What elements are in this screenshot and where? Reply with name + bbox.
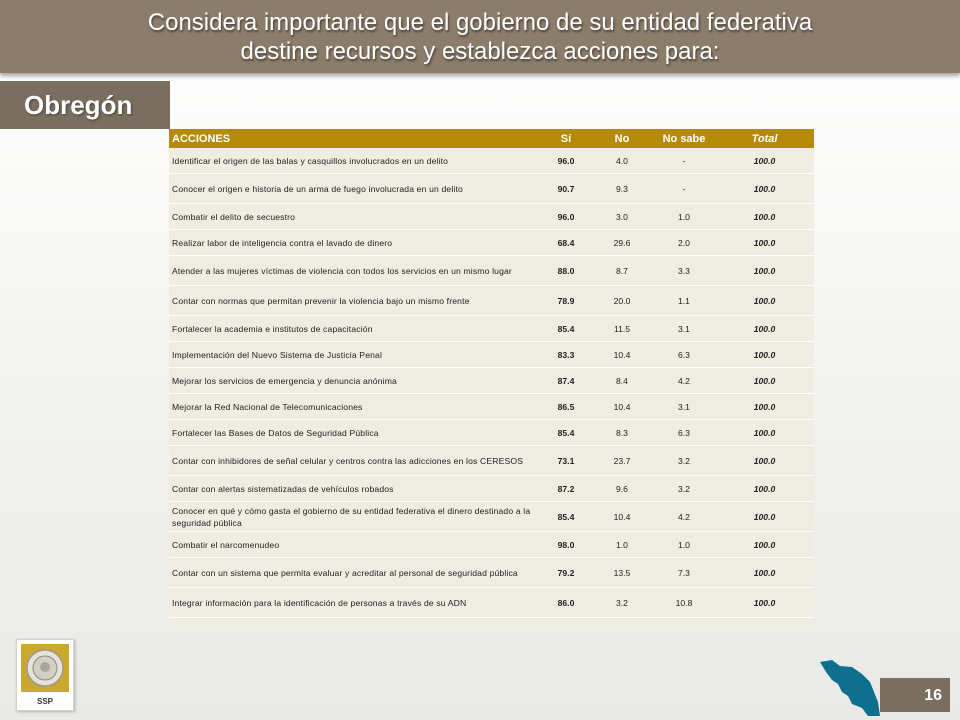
table-row — [169, 316, 814, 342]
results-table — [169, 129, 814, 618]
table-row — [169, 476, 814, 502]
cell-no: 3.2 — [591, 588, 653, 618]
cell-no: 13.5 — [591, 558, 653, 588]
cell-si: 96.0 — [541, 148, 591, 174]
cell-total: 100.0 — [715, 394, 814, 420]
cell-accion: Fortalecer la academia e institutos de capacitación — [169, 316, 541, 342]
table-row — [169, 588, 814, 618]
table-row — [169, 446, 814, 476]
cell-si: 79.2 — [541, 558, 591, 588]
cell-accion: Contar con un sistema que permita evaluar y acreditar al personal de seguridad pública — [169, 558, 541, 588]
cell-no-sabe: 3.2 — [653, 476, 715, 502]
cell-total: 100.0 — [715, 446, 814, 476]
cell-si: 90.7 — [541, 174, 591, 204]
cell-accion: Conocer en qué y cómo gasta el gobierno de su entidad federativa el dinero destinado a la seguridad pública — [169, 502, 541, 532]
region-label: Obregón — [0, 81, 170, 129]
page-number-box — [880, 678, 950, 712]
cell-no: 10.4 — [591, 502, 653, 532]
cell-total: 100.0 — [715, 148, 814, 174]
cell-no-sabe: - — [653, 174, 715, 204]
table-row — [169, 368, 814, 394]
cell-no-sabe: 6.3 — [653, 420, 715, 446]
cell-no: 10.4 — [591, 394, 653, 420]
cell-accion: Contar con normas que permitan prevenir la violencia bajo un mismo frente — [169, 286, 541, 316]
header-total: Total — [715, 129, 814, 148]
cell-no-sabe: 1.0 — [653, 532, 715, 558]
cell-si: 86.5 — [541, 394, 591, 420]
cell-accion: Identificar el origen de las balas y casquillos involucrados en un delito — [169, 148, 541, 174]
table-row — [169, 230, 814, 256]
cell-accion: Conocer el origen e historia de un arma de fuego involucrada en un delito — [169, 174, 541, 204]
table-row — [169, 420, 814, 446]
page-number: 16 — [924, 687, 942, 704]
cell-si: 88.0 — [541, 256, 591, 286]
cell-si: 73.1 — [541, 446, 591, 476]
cell-si: 87.4 — [541, 368, 591, 394]
cell-accion: Mejorar los servicios de emergencia y denuncia anónima — [169, 368, 541, 394]
cell-si: 78.9 — [541, 286, 591, 316]
cell-total: 100.0 — [715, 420, 814, 446]
cell-total: 100.0 — [715, 204, 814, 230]
cell-total: 100.0 — [715, 342, 814, 368]
cell-total: 100.0 — [715, 286, 814, 316]
table-row — [169, 204, 814, 230]
cell-total: 100.0 — [715, 256, 814, 286]
cell-si: 85.4 — [541, 502, 591, 532]
results-table-container — [169, 129, 814, 627]
cell-accion: Contar con alertas sistematizadas de vehículos robados — [169, 476, 541, 502]
cell-no: 8.4 — [591, 368, 653, 394]
table-row — [169, 256, 814, 286]
cell-si: 86.0 — [541, 588, 591, 618]
cell-accion: Contar con inhibidores de señal celular y centros contra las adicciones en los CERESOS — [169, 446, 541, 476]
seal-icon — [21, 644, 69, 692]
header-no: No — [591, 129, 653, 148]
cell-no-sabe: 3.1 — [653, 316, 715, 342]
cell-no-sabe: 2.0 — [653, 230, 715, 256]
table-row — [169, 532, 814, 558]
cell-no-sabe: - — [653, 148, 715, 174]
cell-no-sabe: 3.1 — [653, 394, 715, 420]
table-row — [169, 502, 814, 532]
table-header-row — [169, 129, 814, 148]
cell-no-sabe: 3.2 — [653, 446, 715, 476]
cell-no: 20.0 — [591, 286, 653, 316]
cell-no: 8.3 — [591, 420, 653, 446]
cell-accion: Combatir el narcomenudeo — [169, 532, 541, 558]
cell-no: 4.0 — [591, 148, 653, 174]
cell-si: 85.4 — [541, 420, 591, 446]
cell-accion: Realizar labor de inteligencia contra el lavado de dinero — [169, 230, 541, 256]
slide-title-line-2: destine recursos y establezca acciones para: — [240, 37, 720, 65]
cell-no: 10.4 — [591, 342, 653, 368]
ssp-logo — [16, 639, 74, 711]
cell-si: 83.3 — [541, 342, 591, 368]
cell-no-sabe: 6.3 — [653, 342, 715, 368]
table-row — [169, 394, 814, 420]
cell-total: 100.0 — [715, 502, 814, 532]
slide-header — [0, 0, 960, 73]
cell-si: 96.0 — [541, 204, 591, 230]
cell-accion: Atender a las mujeres víctimas de violencia con todos los servicios en un mismo lugar — [169, 256, 541, 286]
cell-total: 100.0 — [715, 368, 814, 394]
cell-no: 9.3 — [591, 174, 653, 204]
cell-accion: Implementación del Nuevo Sistema de Justicia Penal — [169, 342, 541, 368]
cell-no-sabe: 1.1 — [653, 286, 715, 316]
cell-total: 100.0 — [715, 476, 814, 502]
table-body — [169, 148, 814, 618]
cell-no-sabe: 10.8 — [653, 588, 715, 618]
table-row — [169, 148, 814, 174]
header-si: Sí — [541, 129, 591, 148]
table-row — [169, 558, 814, 588]
cell-no: 3.0 — [591, 204, 653, 230]
table-row — [169, 286, 814, 316]
cell-no-sabe: 1.0 — [653, 204, 715, 230]
cell-total: 100.0 — [715, 558, 814, 588]
cell-no: 11.5 — [591, 316, 653, 342]
cell-no: 8.7 — [591, 256, 653, 286]
cell-total: 100.0 — [715, 588, 814, 618]
cell-no: 9.6 — [591, 476, 653, 502]
cell-si: 87.2 — [541, 476, 591, 502]
cell-no-sabe: 4.2 — [653, 368, 715, 394]
cell-no-sabe: 4.2 — [653, 502, 715, 532]
cell-total: 100.0 — [715, 174, 814, 204]
cell-accion: Combatir el delito de secuestro — [169, 204, 541, 230]
cell-accion: Fortalecer las Bases de Datos de Seguridad Pública — [169, 420, 541, 446]
cell-no-sabe: 7.3 — [653, 558, 715, 588]
cell-no: 1.0 — [591, 532, 653, 558]
header-no-sabe: No sabe — [653, 129, 715, 148]
cell-si: 98.0 — [541, 532, 591, 558]
cell-accion: Integrar información para la identificación de personas a través de su ADN — [169, 588, 541, 618]
slide-title-line-1: Considera importante que el gobierno de su entidad federativa — [147, 8, 813, 36]
cell-no-sabe: 3.3 — [653, 256, 715, 286]
cell-no: 23.7 — [591, 446, 653, 476]
state-map-icon — [818, 658, 888, 718]
cell-si: 85.4 — [541, 316, 591, 342]
table-row — [169, 342, 814, 368]
cell-no: 29.6 — [591, 230, 653, 256]
cell-si: 68.4 — [541, 230, 591, 256]
cell-accion: Mejorar la Red Nacional de Telecomunicaciones — [169, 394, 541, 420]
cell-total: 100.0 — [715, 532, 814, 558]
logo-text: SSP — [36, 697, 53, 706]
table-row — [169, 174, 814, 204]
header-acciones: ACCIONES — [169, 129, 541, 148]
cell-total: 100.0 — [715, 230, 814, 256]
cell-total: 100.0 — [715, 316, 814, 342]
